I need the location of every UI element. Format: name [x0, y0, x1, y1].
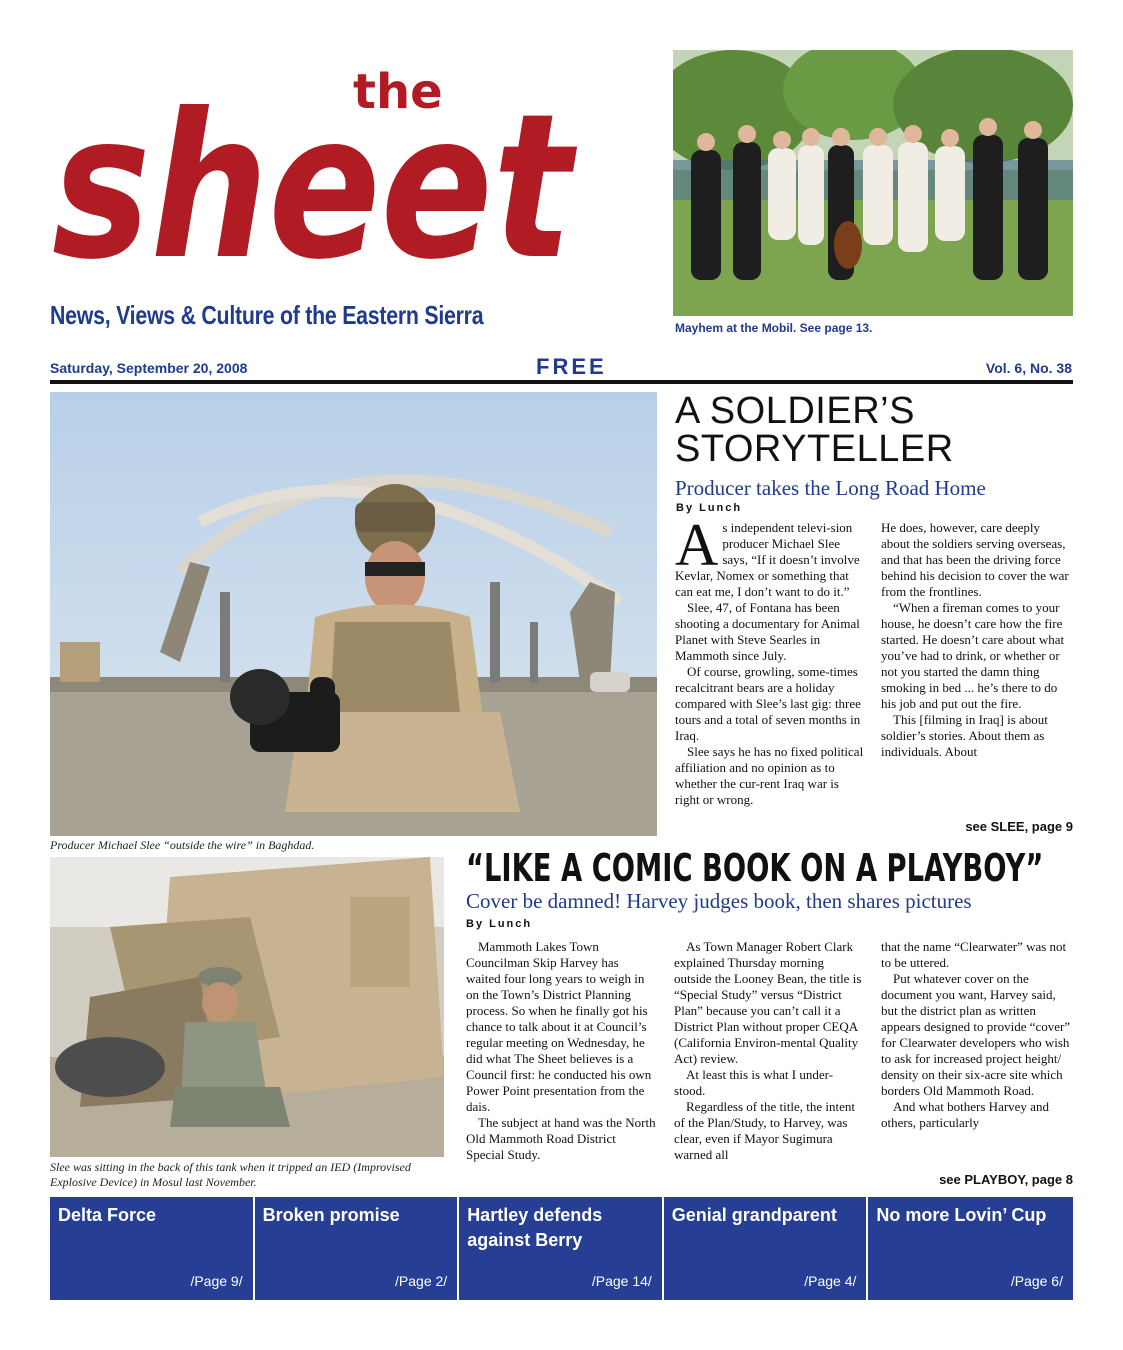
story2-column-2 [674, 939, 864, 1163]
story2-col3-para2: Put whatever cover on the document you want, Harvey said, but the district plan as written appears designed to provide “cover” for Clearwater developers who wish to ask for increased project height/ density on their six-acre site which borders Old Mammoth Road. [881, 971, 1071, 1098]
teaser-page: /Page 2/ [395, 1273, 448, 1289]
story2-col3-para1: that the name “Clearwater” was not to be uttered. [881, 939, 1067, 970]
story1-photo[interactable] [50, 392, 657, 836]
story2-col1-para1: Mammoth Lakes Town Councilman Skip Harvey has waited four long years to weigh in on the Town’s District Planning process. So when he finally got his chance to talk about it at Council’s regular meeting on Wednesday, he did what The Sheet believes is a Council first: he conducted his own Power Point presentation from the dais. [466, 939, 652, 1114]
teaser-hartley-defends[interactable] [459, 1197, 664, 1300]
story1-col1-para4: Slee says he has no fixed political affiliation and no opinion as to whether the cur-rent Iraq war is right or wrong. [675, 744, 864, 807]
story2-column-1 [466, 939, 656, 1163]
logo-the: the [353, 64, 443, 120]
story2-jump-link[interactable]: see PLAYBOY, page 8 [939, 1172, 1073, 1187]
top-photo[interactable] [673, 50, 1073, 316]
masthead-rule [50, 380, 1073, 384]
teaser-no-more-lovin-cup[interactable] [868, 1197, 1073, 1300]
teaser-page: /Page 14/ [591, 1273, 652, 1289]
story2-column-3 [881, 939, 1071, 1131]
story1-col1-para3: Of course, growling, some-times recalcitrant bears are a holiday compared with Slee’s last gig: three tours and a total of seven months in Iraq. [675, 664, 861, 743]
story1-col2-para2: “When a fireman comes to your house, he doesn’t care how the fire started. He doesn’t care about what you’ve had to drink, or whether or not you started the damn thing smoking in bed ... he’s there to do his job and put out the fire. [881, 600, 1065, 711]
logo-sheet: sheet [52, 71, 578, 295]
teaser-broken-promise[interactable] [255, 1197, 460, 1300]
story1-col2-para3: This [filming in Iraq] is about soldier’s stories. About them as individuals. About [881, 712, 1048, 759]
story1-column-1 [675, 512, 865, 808]
teaser-title: Genial grandparent [671, 1205, 837, 1225]
story1-headline-line1: A SOLDIER’S [675, 390, 915, 432]
story1-col1-para1: As independent televi-sion producer Michael Slee says, “If it doesn’t involve Kevlar, Nomex or something that can eat me, I don’t want to do it.” [675, 512, 860, 599]
story1-photo-caption: Producer Michael Slee “outside the wire” in Baghdad. [50, 838, 315, 852]
story1-headline[interactable] [675, 392, 1075, 468]
story2-photo[interactable] [50, 857, 444, 1157]
teaser-genial-grandparent[interactable] [664, 1197, 869, 1300]
story2-col3-para3: And what bothers Harvey and others, particularly [881, 1099, 1049, 1130]
story2-headline[interactable]: “LIKE A COMIC BOOK ON A PLAYBOY” [466, 846, 1044, 890]
story1-col2-para1: He does, however, care deeply about the soldiers serving overseas, and that has been the driving force behind his decision to cover the war from the frontlines. [881, 520, 1069, 599]
teaser-title: Broken promise [262, 1205, 400, 1225]
story2-col2-para2: At least this is what I under-stood. [674, 1067, 834, 1098]
story1-byline: By Lunch [676, 502, 743, 514]
teaser-title: Hartley defends against Berry [467, 1205, 603, 1250]
teaser-page: /Page 9/ [190, 1273, 243, 1289]
story2-photo-caption: Slee was sitting in the back of this tank when it tripped an IED (Improvised Explosive Device) in Mosul last November. [50, 1160, 411, 1189]
price-label: FREE [536, 354, 607, 379]
volume-number: Vol. 6, No. 38 [985, 360, 1072, 376]
masthead-tagline: News, Views & Culture of the Eastern Sierra [50, 300, 484, 330]
story2-col2-para1: As Town Manager Robert Clark explained Thursday morning outside the Looney Bean, the title is “Special Study” versus “District Plan” because you can’t call it a District Plan without proper CEQA (California Environ-mental Quality Act) review. [674, 939, 862, 1066]
issue-date: Saturday, September 20, 2008 [50, 360, 248, 376]
story1-dropcap: A [675, 512, 719, 578]
top-photo-caption: Mayhem at the Mobil. See page 13. [675, 321, 873, 335]
story1-jump-link[interactable]: see SLEE, page 9 [965, 819, 1073, 834]
story2-deck: Cover be damned! Harvey judges book, then shares pictures [466, 889, 972, 913]
teaser-bar [50, 1197, 1073, 1300]
teaser-delta-force[interactable] [50, 1197, 255, 1300]
story2-col1-para2: The subject at hand was the North Old Mammoth Road District Special Study. [466, 1115, 656, 1162]
teaser-page: /Page 6/ [1010, 1273, 1063, 1289]
teaser-title: Delta Force [58, 1205, 157, 1225]
story2-col2-para3: Regardless of the title, the intent of the Plan/Study, to Harvey, was clear, even if Mayor Sugimura warned all [674, 1099, 855, 1162]
teaser-page: /Page 4/ [804, 1273, 857, 1289]
story1-deck: Producer takes the Long Road Home [675, 476, 986, 500]
story1-col1-para2: Slee, 47, of Fontana has been shooting a documentary for Animal Planet with Steve Searles in Mammoth since July. [675, 600, 860, 663]
story2-byline: By Lunch [466, 918, 533, 930]
teaser-title: No more Lovin’ Cup [876, 1205, 1047, 1225]
story1-column-2 [881, 520, 1071, 760]
story1-headline-line2: STORYTELLER [675, 428, 954, 470]
masthead-logo [48, 60, 588, 295]
